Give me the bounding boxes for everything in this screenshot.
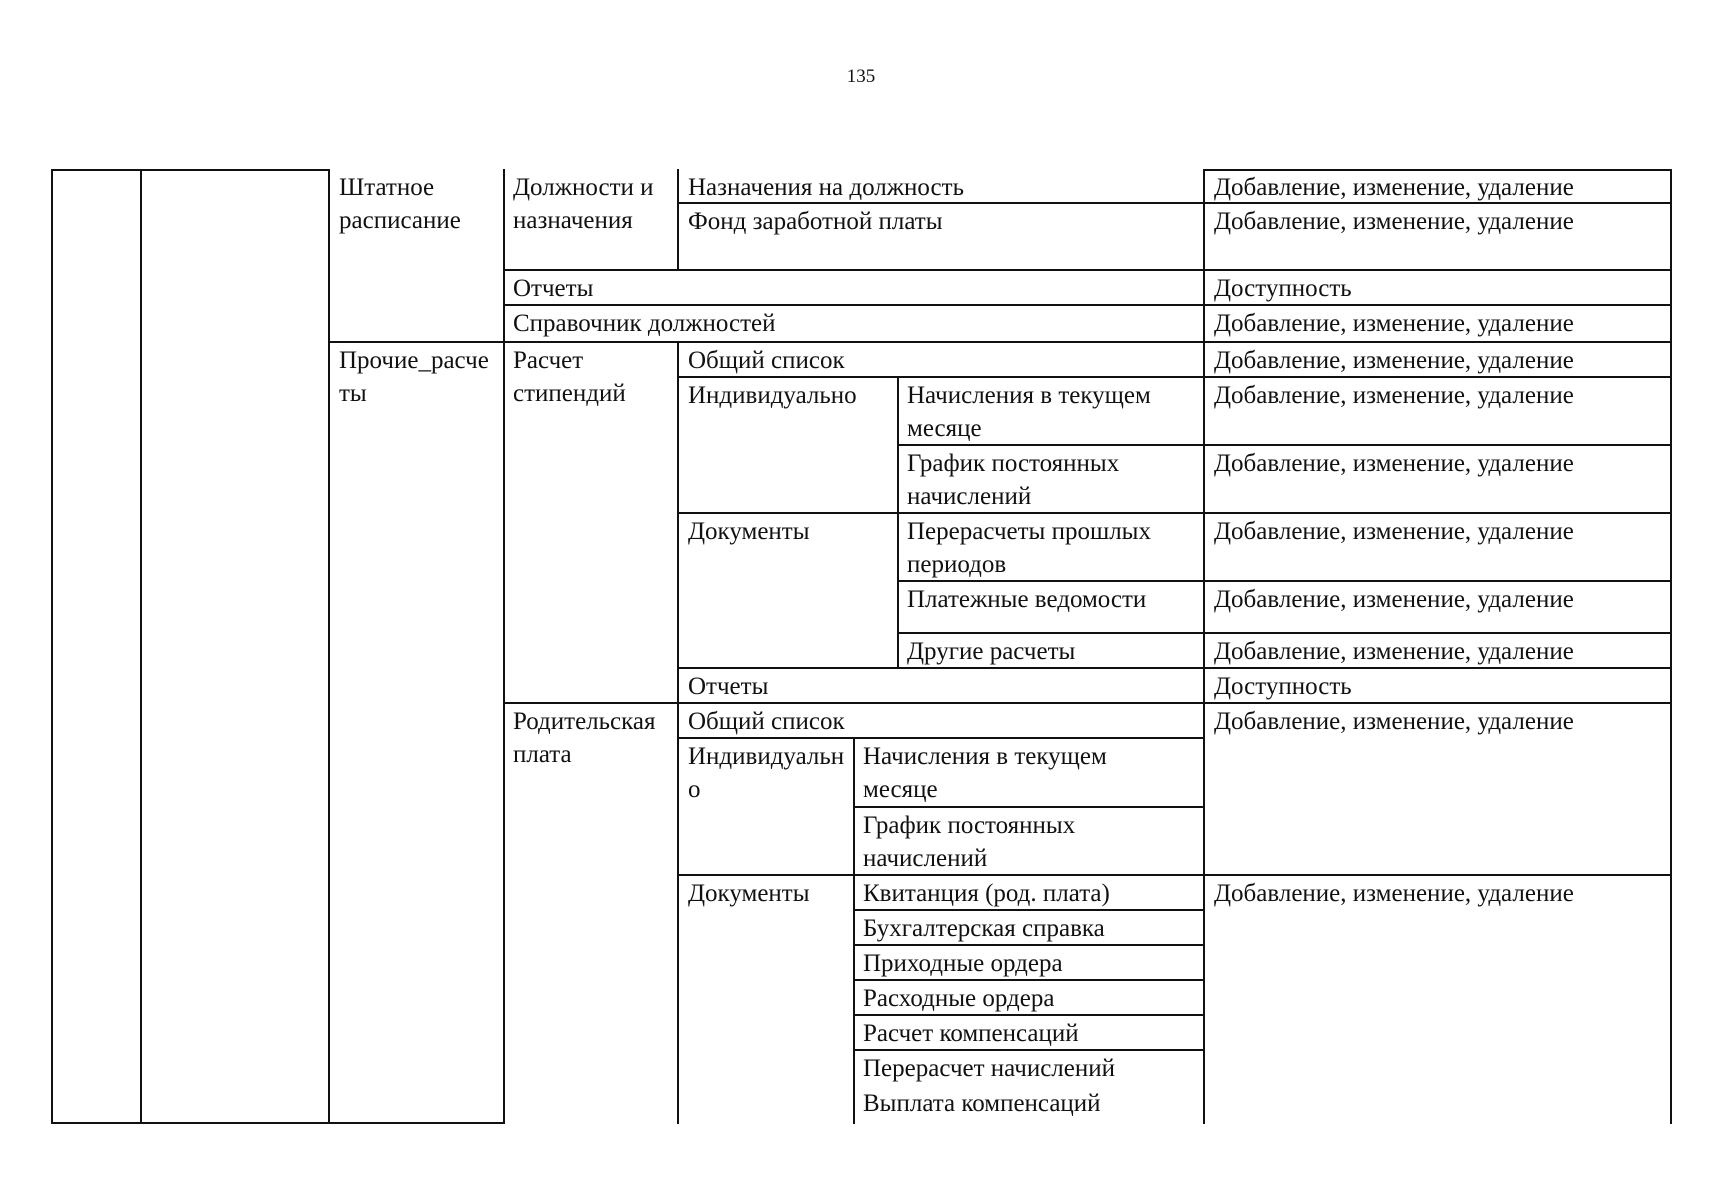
row-line-3 xyxy=(503,304,1672,306)
cell-otchety-1: Отчеты xyxy=(513,275,594,302)
cell-kvitanciya: Квитанция (род. плата) xyxy=(863,880,1110,907)
cell-fond: Фонд заработной платы xyxy=(688,208,943,235)
cell-drugie: Другие расчеты xyxy=(907,638,1076,665)
cell-dokumenty-1: Документы xyxy=(688,518,810,545)
cell-prihodnye: Приходные ордера xyxy=(863,950,1063,977)
cell-individualno-1: Индивидуально xyxy=(688,382,857,409)
access-cell-13: Добавление, изменение, удаление xyxy=(1214,880,1574,907)
access-cell-10: Добавление, изменение, удаление xyxy=(1214,638,1574,665)
cell-otchety-2: Отчеты xyxy=(688,673,769,700)
access-cell-4: Добавление, изменение, удаление xyxy=(1214,310,1574,337)
page-number: 135 xyxy=(846,66,876,87)
access-cell-3: Доступность xyxy=(1214,275,1352,302)
column-divider-4a xyxy=(677,169,679,269)
cell-individualno-2: Индивидуально xyxy=(688,743,845,803)
column-divider-5b xyxy=(853,738,855,1124)
column-divider-2 xyxy=(328,169,330,1124)
cell-grafik-1: График постоянных начислений xyxy=(907,450,1120,510)
access-cell-1: Добавление, изменение, удаление xyxy=(1214,174,1574,201)
access-cell-2: Добавление, изменение, удаление xyxy=(1214,208,1574,235)
row-line-4 xyxy=(328,341,1672,343)
cell-pererasschety: Перерасчеты прошлых периодов xyxy=(907,518,1151,578)
row-line-9 xyxy=(897,632,1672,634)
cell-roditelskaya: Родительская плата xyxy=(513,708,656,768)
cell-vyplata-komp: Выплата компенсаций xyxy=(863,1090,1101,1117)
column-divider-1 xyxy=(140,169,142,1124)
cell-dolzhnosti: Должности и назначения xyxy=(513,174,654,234)
access-cell-8: Добавление, изменение, удаление xyxy=(1214,518,1574,545)
column-divider-3 xyxy=(503,169,505,1124)
table-border-bottom xyxy=(51,1122,505,1124)
cell-buh-spravka: Бухгалтерская справка xyxy=(863,915,1105,942)
cell-prochie: Прочие_расчеты xyxy=(339,347,489,407)
cell-nachisleniya-2: Начисления в текущем месяце xyxy=(863,743,1107,803)
cell-grafik-2: График постоянных начислений xyxy=(863,812,1076,872)
column-divider-4b xyxy=(677,343,679,1124)
access-cell-6: Добавление, изменение, удаление xyxy=(1214,382,1574,409)
column-divider-5a xyxy=(897,378,899,667)
cell-platezhnye: Платежные ведомости xyxy=(907,586,1147,613)
access-cell-9: Добавление, изменение, удаление xyxy=(1214,586,1574,613)
table-border-top-left xyxy=(51,169,330,171)
cell-dokumenty-2: Документы xyxy=(688,880,810,907)
row-line-13 xyxy=(853,806,1205,808)
cell-stipendii: Расчет стипендий xyxy=(513,347,626,407)
access-cell-12: Добавление, изменение, удаление xyxy=(1214,708,1574,735)
cell-nachisleniya-1: Начисления в текущем месяце xyxy=(907,382,1151,442)
cell-shtatnoe: Штатное расписание xyxy=(339,174,461,234)
cell-pererasschet-nach: Перерасчет начислений xyxy=(863,1055,1116,1082)
cell-naznacheniya: Назначения на должность xyxy=(688,174,964,201)
cell-obshchiy-1: Общий список xyxy=(688,347,845,374)
row-line-7 xyxy=(677,512,1672,514)
row-line-14 xyxy=(677,874,1672,876)
table-border-right xyxy=(1670,169,1672,1124)
cell-obshchiy-2: Общий список xyxy=(688,708,845,735)
cell-spravochnik: Справочник должностей xyxy=(513,310,776,337)
cell-raschet-komp: Расчет компенсаций xyxy=(863,1020,1079,1047)
row-line-11 xyxy=(503,702,1672,704)
cell-rashodnye: Расходные ордера xyxy=(863,985,1055,1012)
table-border-left xyxy=(51,169,53,1124)
access-cell-7: Добавление, изменение, удаление xyxy=(1214,450,1574,477)
access-cell-11: Доступность xyxy=(1214,673,1352,700)
row-line-2 xyxy=(503,269,1672,271)
access-cell-5: Добавление, изменение, удаление xyxy=(1214,347,1574,374)
